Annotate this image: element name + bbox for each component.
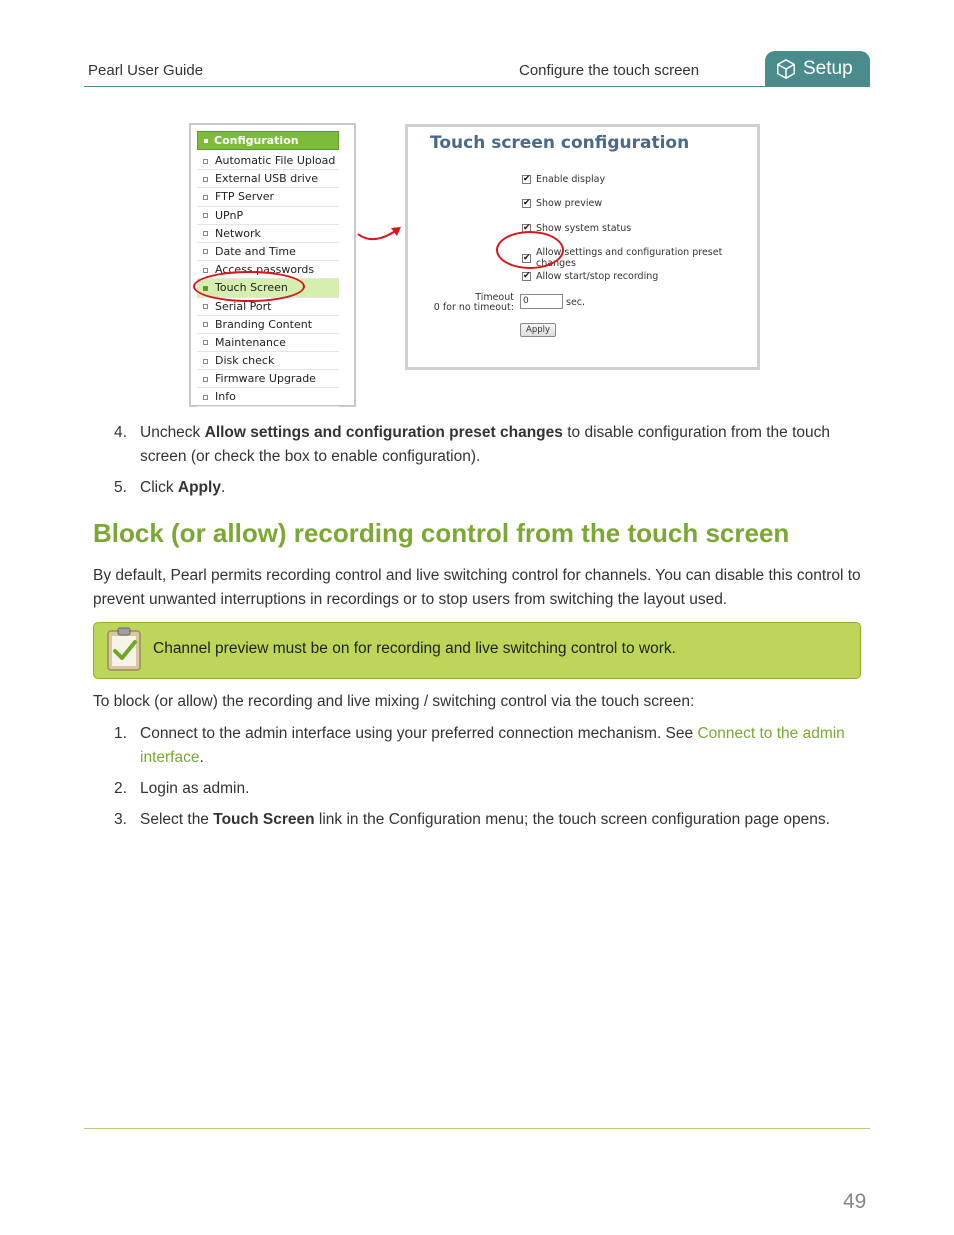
square-bullet-icon [203, 359, 208, 364]
page-number: 49 [843, 1190, 867, 1213]
menu-item[interactable]: Serial Port [197, 298, 339, 316]
cube-icon [775, 58, 797, 80]
section-heading: Block (or allow) recording control from the touch screen [93, 518, 790, 548]
square-bullet-icon [203, 395, 208, 400]
timeout-label: Timeout 0 for no timeout: [433, 292, 514, 313]
checkbox-checked-icon: ✔ [523, 252, 531, 263]
chapter-title: Configure the touch screen [519, 62, 700, 79]
menu-item[interactable]: Network [197, 225, 339, 243]
menu-item[interactable]: Branding Content [197, 316, 339, 334]
show-preview-checkbox[interactable]: ✔ Show preview [523, 198, 603, 209]
menu-item[interactable]: External USB drive [197, 170, 339, 188]
configuration-menu-screenshot [189, 123, 356, 407]
admin-interface-link[interactable]: Connect to the admin interface [140, 725, 845, 766]
square-bullet-icon [203, 340, 208, 345]
note-box [93, 622, 861, 679]
square-bullet-icon [203, 213, 208, 218]
checkbox-checked-icon: ✔ [523, 174, 531, 184]
setup-tab-label: Setup [803, 58, 853, 79]
square-bullet-icon [203, 231, 208, 236]
checkbox-checked-icon: ✔ [523, 223, 531, 233]
guide-title: Pearl User Guide [88, 62, 204, 79]
enable-display-checkbox[interactable]: ✔ Enable display [523, 174, 606, 185]
highlight-circle [193, 271, 305, 302]
config-title: Touch screen configuration [430, 133, 690, 153]
clipboard-check-icon [106, 626, 142, 672]
allow-recording-checkbox[interactable]: ✔ Allow start/stop recording [523, 271, 659, 282]
highlight-circle [496, 231, 564, 269]
menu-item-touch-screen[interactable]: Touch Screen [197, 279, 339, 297]
menu-item[interactable]: Info [197, 388, 339, 406]
menu-item[interactable]: Date and Time [197, 243, 339, 261]
square-bullet-icon [203, 249, 208, 254]
apply-button[interactable]: Apply [520, 323, 556, 337]
note-text: Channel preview must be on for recording and live switching control to work. [153, 640, 676, 657]
touch-screen-config-screenshot [405, 124, 760, 370]
setup-tab[interactable] [765, 51, 870, 87]
square-bullet-icon [203, 268, 208, 273]
menu-item[interactable]: FTP Server [197, 188, 339, 206]
square-bullet-icon [203, 304, 208, 309]
show-system-status-checkbox[interactable]: ✔ Show system status [523, 223, 632, 234]
square-bullet-icon [203, 322, 208, 327]
square-bullet-icon [203, 159, 208, 164]
square-bullet-icon [203, 177, 208, 182]
square-bullet-icon [203, 195, 208, 200]
checkbox-checked-icon: ✔ [523, 271, 531, 281]
red-arrow-icon [355, 222, 405, 246]
allow-settings-checkbox[interactable]: ✔ Allow settings and configuration preset changes [523, 247, 723, 269]
menu-item[interactable]: Disk check [197, 352, 339, 370]
footer-rule [84, 1128, 870, 1129]
header-rule [84, 86, 870, 87]
lead-paragraph: To block (or allow) the recording and live mixing / switching control via the touch screen: [93, 693, 695, 710]
intro-paragraph: By default, Pearl permits recording control and live switching control for channels. You can disable this control to prevent unwanted interruptions in recordings or to stop users from switching the layout used. [93, 567, 861, 608]
checkbox-checked-icon: ✔ [523, 198, 531, 208]
menu-item[interactable]: Access passwords [197, 261, 339, 279]
menu-item[interactable]: UPnP [197, 207, 339, 225]
square-bullet-icon [203, 377, 208, 382]
menu-item[interactable]: Firmware Upgrade [197, 370, 339, 388]
menu-item[interactable]: Maintenance [197, 334, 339, 352]
timeout-unit: sec. [566, 297, 586, 308]
square-bullet-icon [204, 139, 208, 143]
timeout-input[interactable]: 0 [520, 294, 563, 309]
menu-heading: Configuration [197, 131, 339, 150]
menu-item[interactable]: Automatic File Upload [197, 152, 339, 170]
